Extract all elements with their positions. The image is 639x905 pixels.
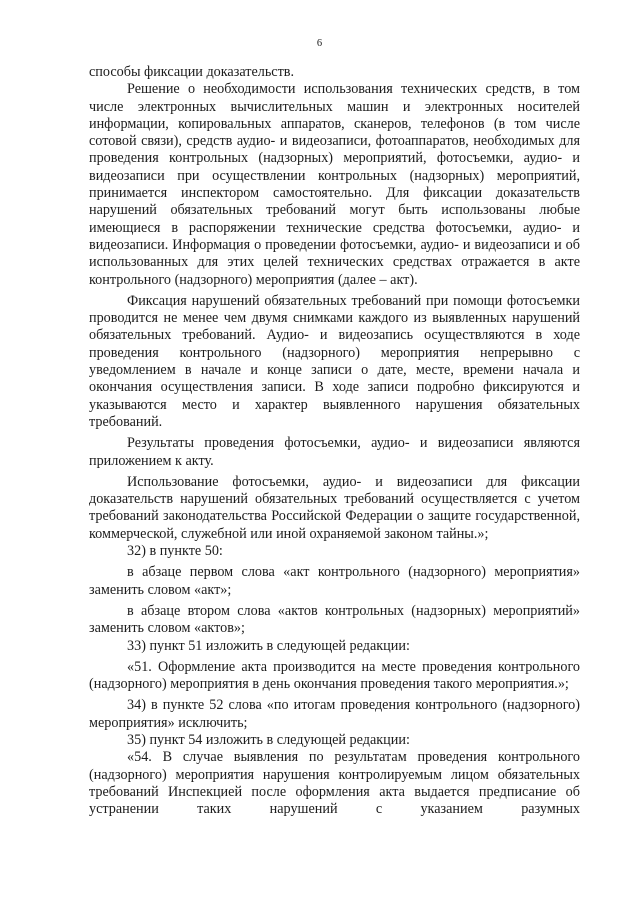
paragraph: «54. В случае выявления по результатам проведения контрольного (надзорного) мероприятия нарушения контролируемым лицом обязательных требований Инспекцией после оформления акта выдается предписание об устранении таких нарушений с указанием разумных (89, 749, 580, 818)
paragraph: «51. Оформление акта производится на месте проведения контрольного (надзорного) мероприятия в день окончания проведения такого мероприятия.»; (89, 658, 580, 693)
page-number: 6 (316, 38, 323, 49)
paragraph: Решение о необходимости использования технических средств, в том числе электронных вычислительных машин и электронных носителей информации, копировальных аппаратов, сканеров, телефонов (в том числе сотовой связи), средств аудио- и видеозаписи, фотоаппаратов, необходимых для проведения контрольных (надзорных) мероприятий, фотосъемки, аудио- и видеозаписи при осуществлении контрольных (надзорных) мероприятий, принимается инспектором самостоятельно. Для фиксации доказательств нарушений обязательных требований могут быть использованы любые имеющиеся в распоряжении технические средства фотосъемки, аудио- и видеозаписи. Информация о проведении фотосъемки, аудио- и видеозаписи и об использованных для этих целей технических средствах отражается в акте контрольного (надзорного) мероприятия (далее – акт). (89, 81, 580, 288)
paragraph: 34) в пункте 52 слова «по итогам проведения контрольного (надзорного) мероприятия» исключить; (89, 697, 580, 731)
paragraph: Результаты проведения фотосъемки, аудио- и видеозаписи являются приложением к акту. (89, 435, 580, 469)
paragraph: 32) в пункте 50: (127, 543, 223, 560)
paragraph: способы фиксации доказательств. (89, 64, 295, 80)
paragraph: в абзаце первом слова «акт контрольного (надзорного) мероприятия» заменить словом «акт»; (89, 564, 580, 598)
paragraph: 33) пункт 51 изложить в следующей редакции: (127, 637, 410, 654)
paragraph: Фиксация нарушений обязательных требований при помощи фотосъемки проводится не менее чем двумя снимками каждого из выявленных нарушений обязательных требований. Аудио- и видеозапись осуществляются в ходе проведения контрольного (надзорного) мероприятия непрерывно с уведомлением в начале и конце записи о дате, месте, времени начала и окончания осуществления записи. В ходе записи подробно фиксируются и указываются место и характер выявленного нарушения обязательных требований. (89, 292, 580, 430)
paragraph: в абзаце втором слова «актов контрольных (надзорных) мероприятий» заменить словом «актов»; (89, 602, 580, 637)
paragraph: 35) пункт 54 изложить в следующей редакции: (127, 731, 410, 748)
document-body (89, 64, 580, 818)
paragraph: Использование фотосъемки, аудио- и видеозаписи для фиксации доказательств нарушений обязательных требований осуществляется с учетом требований законодательства Российской Федерации о защите государственной, коммерческой, служебной или иной охраняемой законом тайны.»; (89, 473, 580, 542)
